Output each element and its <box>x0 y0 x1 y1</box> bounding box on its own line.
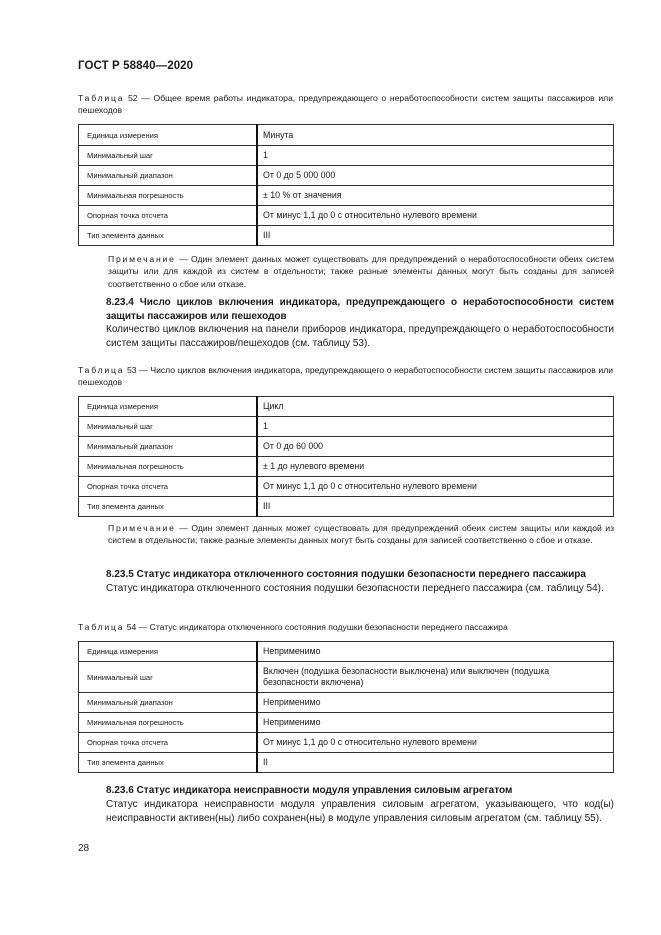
section-heading-8-23-4: 8.23.4 Число циклов включения индикатора, предупреждающего о неработоспособности систем защиты пассажиров или пешеходов <box>106 297 614 322</box>
row-value: Цикл <box>257 397 614 417</box>
data-table-52 <box>78 124 614 246</box>
row-key: Минимальный диапазон <box>79 693 258 713</box>
section-text-8-23-5: Статус индикатора отключенного состояния подушки безопасности переднего пассажира (см. таблицу 54). <box>106 583 604 594</box>
table-caption-54 <box>78 622 613 634</box>
table-row <box>79 186 614 206</box>
row-value: 1 <box>257 146 614 166</box>
table-caption-53 <box>78 365 613 388</box>
row-key: Тип элемента данных <box>79 226 258 246</box>
row-key: Минимальная погрешность <box>79 457 258 477</box>
row-value: Неприменимо <box>257 693 614 713</box>
table-row <box>79 125 614 146</box>
row-key: Тип элемента данных <box>79 753 258 773</box>
table-row <box>79 662 614 693</box>
row-value: Неприменимо <box>257 642 614 662</box>
row-value: От минус 1,1 до 0 с относительно нулевого времени <box>257 477 614 497</box>
table-caption-text: 54 — Статус индикатора отключенного состояния подушки безопасности переднего пассажира <box>126 622 508 632</box>
table-row <box>79 146 614 166</box>
row-key: Единица измерения <box>79 397 258 417</box>
note-1 <box>78 253 614 290</box>
table-caption-text: 53 — Число циклов включения индикатора, предупреждающего о неработоспособности систем защиты пассажиров или пешеходов <box>78 365 614 387</box>
row-key: Опорная точка отсчета <box>79 206 258 226</box>
row-value: II <box>257 753 614 773</box>
row-value: 1 <box>257 417 614 437</box>
row-key: Единица измерения <box>79 642 258 662</box>
row-value: От 0 до 5 000 000 <box>257 166 614 186</box>
row-key: Минимальный шаг <box>79 417 258 437</box>
row-key: Минимальный диапазон <box>79 166 258 186</box>
table-row <box>79 477 614 497</box>
table-row <box>79 713 614 733</box>
table-row <box>79 642 614 662</box>
table-row <box>79 753 614 773</box>
row-key: Минимальный шаг <box>79 146 258 166</box>
table-caption-52 <box>78 93 613 116</box>
table-row <box>79 457 614 477</box>
note-2 <box>78 522 614 547</box>
row-key: Минимальная погрешность <box>79 713 258 733</box>
row-key: Минимальная погрешность <box>79 186 258 206</box>
row-value: III <box>257 497 614 517</box>
table-row <box>79 733 614 753</box>
row-key: Опорная точка отсчета <box>79 477 258 497</box>
document-code: ГОСТ Р 58840—2020 <box>78 60 194 72</box>
section-heading-8-23-5: 8.23.5 Статус индикатора отключенного состояния подушки безопасности переднего пассажира <box>106 569 586 580</box>
note-text: — Один элемент данных может существовать для предупреждений обеих систем защиты или каждой из систем в отдельности; также разные элементы данных могут быть созданы для записей соответственно о сбое и отказе. <box>108 523 615 546</box>
table-caption-text: 52 — Общее время работы индикатора, предупреждающего о неработоспособности систем защиты пассажиров или пешеходов <box>78 93 614 115</box>
row-key: Минимальный диапазон <box>79 437 258 457</box>
note-text: — Один элемент данных может существовать для предупреждений о неработоспособности обеих систем защиты или для каждой из систем в отдельности; также разные элементы данных могут быть созданы для записей соответственно о сбое или отказе. <box>108 254 614 289</box>
table-label: Таблица <box>78 93 125 103</box>
table-row <box>79 437 614 457</box>
section-heading-8-23-6: 8.23.6 Статус индикатора неисправности модуля управления силовым агрегатом <box>106 785 513 796</box>
table-row <box>79 206 614 226</box>
data-table-54 <box>78 641 614 773</box>
data-table-53 <box>78 396 614 517</box>
note-label: Примечание <box>108 523 176 533</box>
section-text-8-23-4: Количество циклов включения на панели приборов индикатора, предупреждающего о неработоспособности систем защиты пассажиров/пешеходов (см. таблицу 53). <box>106 324 614 349</box>
row-key: Опорная точка отсчета <box>79 733 258 753</box>
row-value: От 0 до 60 000 <box>257 437 614 457</box>
row-key: Минимальный шаг <box>79 662 258 693</box>
table-label: Таблица <box>78 622 125 632</box>
row-value: III <box>257 226 614 246</box>
table-row <box>79 397 614 417</box>
row-value: Неприменимо <box>257 713 614 733</box>
row-value: ± 10 % от значения <box>257 186 614 206</box>
row-value: Включен (подушка безопасности выключена) или выключен (подушка безопасности включена) <box>257 662 614 693</box>
page-number: 28 <box>78 843 90 854</box>
row-value: От минус 1,1 до 0 с относительно нулевого времени <box>257 206 614 226</box>
table-row <box>79 166 614 186</box>
table-row <box>79 226 614 246</box>
row-value: ± 1 до нулевого времени <box>257 457 614 477</box>
table-row <box>79 417 614 437</box>
row-value: Минута <box>257 125 614 146</box>
table-row <box>79 497 614 517</box>
section-text-8-23-6: Статус индикатора неисправности модуля управления силовым агрегатом, указывающего, что код(ы) неисправности активен(ны) либо сохранен(ны) в модуле управления силовым агрегатом (см. таблицу 55). <box>106 799 614 824</box>
table-row <box>79 693 614 713</box>
row-value: От минус 1,1 до 0 с относительно нулевого времени <box>257 733 614 753</box>
row-key: Тип элемента данных <box>79 497 258 517</box>
row-key: Единица измерения <box>79 125 258 146</box>
table-label: Таблица <box>78 365 125 375</box>
note-label: Примечание <box>108 254 176 264</box>
